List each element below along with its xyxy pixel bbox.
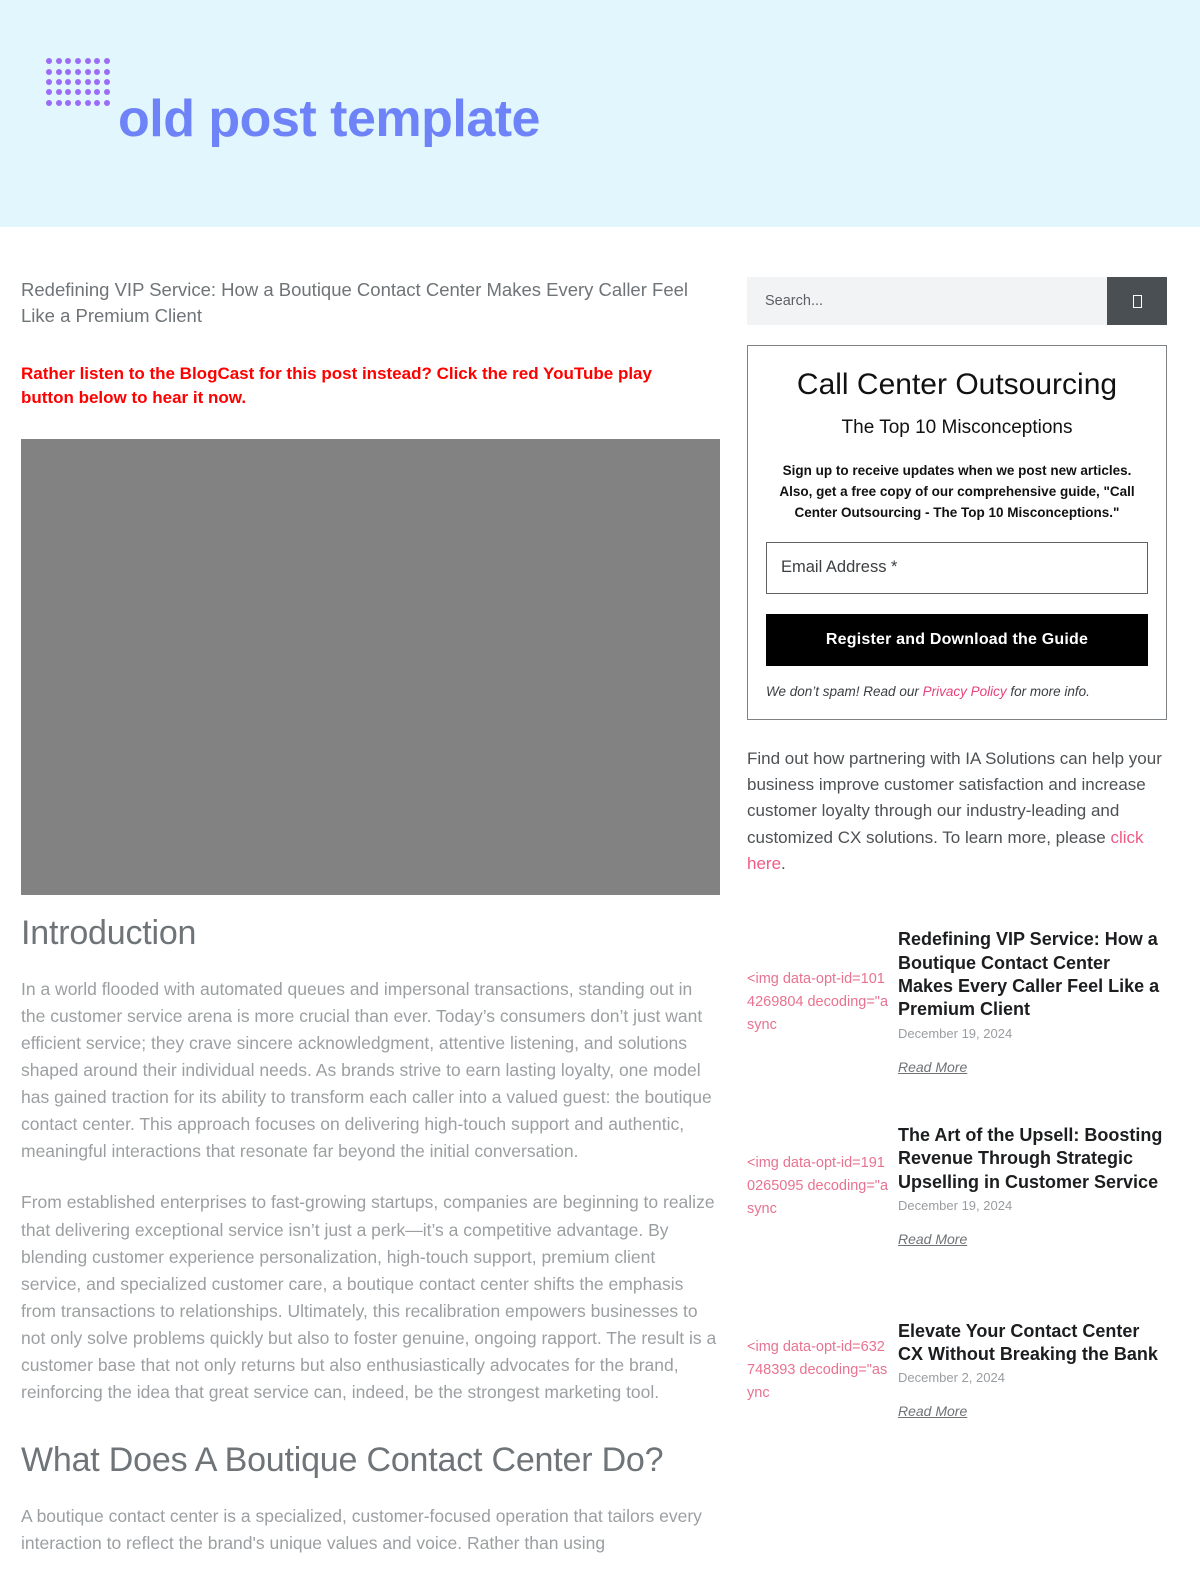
body-paragraph: A boutique contact center is a specialized, customer-focused operation that tailors every interaction to reflect the brand's unique values and voice. Rather than using: [21, 1506, 702, 1554]
post-date: December 19, 2024: [898, 1198, 1013, 1214]
read-more-link[interactable]: Read More: [898, 1231, 968, 1248]
site-title: old post template: [118, 90, 540, 148]
blogcast-note: Rather listen to the BlogCast for this post instead? Click the red YouTube play button below to hear it now.: [21, 363, 652, 408]
search-icon: [1133, 295, 1142, 308]
read-more-link[interactable]: Read More: [898, 1058, 968, 1075]
list-item[interactable]: [747, 1285, 1167, 1455]
optin-widget: [747, 345, 1167, 720]
search-button[interactable]: [1107, 277, 1167, 325]
post-date: December 2, 2024: [898, 1370, 1005, 1386]
optin-description: Sign up to receive updates when we post new articles. Also, get a free copy of our comprehensive guide, "Call Center Outsourcing - The Top 10 Misconceptions.": [779, 463, 1135, 520]
sidebar: [740, 277, 1180, 1469]
post-thumbnail-placeholder: [747, 917, 892, 1087]
section-heading-introduction: Introduction: [21, 913, 197, 952]
promo-text-after: .: [781, 854, 786, 874]
thumbnail-alt-text: <img data-opt-id=632748393 decoding="async: [747, 1338, 888, 1402]
search-input[interactable]: [747, 277, 1107, 325]
email-field[interactable]: [766, 542, 1148, 594]
list-item[interactable]: [747, 1101, 1167, 1271]
search-widget: [747, 277, 1167, 325]
list-item[interactable]: [747, 917, 1167, 1087]
body-paragraph: From established enterprises to fast-growing startups, companies are beginning to realize that delivering exceptional service isn’t just a perk—it’s a competitive advantage. By blending customer experience personalization, high-touch support, premium client service, and specialized customer care, a boutique contact center shifts the emphasis from transactions to relationships. Ultimately, this recalibration empowers businesses to not only solve problems quickly but also to foster genuine, ongoing rapport. The result is a customer base that not only returns but also enthusiastically advocates for the brand, reinforcing the idea that great service can, indeed, be the strongest marketing tool.: [21, 1192, 717, 1403]
post-title: Redefining VIP Service: How a Boutique Contact Center Makes Every Caller Feel Like a Premium Client: [21, 279, 689, 327]
privacy-policy-link[interactable]: Privacy Policy: [922, 683, 1007, 699]
post-thumbnail-placeholder: [747, 1285, 892, 1455]
post-summary: [892, 928, 1167, 1077]
fine-print-before: We don’t spam! Read our: [766, 683, 923, 699]
thumbnail-alt-text: <img data-opt-id=1014269804 decoding="async: [747, 970, 889, 1034]
recent-posts-list: [747, 917, 1167, 1455]
post-title-link[interactable]: Elevate Your Contact Center CX Without Breaking the Bank: [898, 1320, 1158, 1364]
site-header: [0, 0, 1200, 227]
site-logo[interactable]: [44, 52, 540, 147]
main-content: [0, 277, 740, 1582]
click-here-link[interactable]: click here: [747, 827, 1144, 874]
post-title-link[interactable]: Redefining VIP Service: How a Boutique Contact Center Makes Every Caller Feel Like a Premium Client: [898, 929, 1160, 1020]
body-paragraph: In a world flooded with automated queues and impersonal transactions, standing out in the customer service arena is more crucial than ever. Today’s consumers don’t just want efficient service; they crave sincere acknowledgment, attentive listening, and solutions shaped around their individual needs. As brands strive to earn lasting loyalty, one model has gained traction for its ability to transform each caller into a valued guest: the boutique contact center. This approach focuses on delivering high-touch support and authentic, meaningful interactions that resonate far beyond the initial conversation.: [21, 978, 712, 1162]
optin-subtitle: The Top 10 Misconceptions: [841, 417, 1073, 438]
read-more-link[interactable]: Read More: [898, 1403, 968, 1420]
thumbnail-alt-text: <img data-opt-id=1910265095 decoding="async: [747, 1154, 889, 1218]
section-heading-what-does-a-boutique-contact-center-do: What Does A Boutique Contact Center Do?: [21, 1441, 664, 1480]
content-row: [0, 227, 1200, 1582]
post-summary: [892, 1320, 1167, 1422]
promo-paragraph: [747, 746, 1167, 878]
register-download-button[interactable]: Register and Download the Guide: [766, 614, 1148, 666]
post-thumbnail-placeholder: [747, 1101, 892, 1271]
fine-print-after: for more info.: [1006, 683, 1090, 699]
post-date: December 19, 2024: [898, 1025, 1013, 1041]
optin-title: Call Center Outsourcing: [796, 368, 1118, 401]
post-summary: [892, 1124, 1167, 1249]
post-title-link[interactable]: The Art of the Upsell: Boosting Revenue Through Strategic Upselling in Customer Service: [898, 1124, 1163, 1192]
promo-text-before: Find out how partnering with IA Solutions can help your business improve customer satisfaction and increase customer loyalty through our industry-leading and customized CX solutions. To learn more, please: [747, 748, 1162, 847]
dot-grid-icon: [44, 56, 112, 108]
optin-fine-print: [766, 684, 1148, 699]
video-player-placeholder[interactable]: [21, 439, 720, 895]
